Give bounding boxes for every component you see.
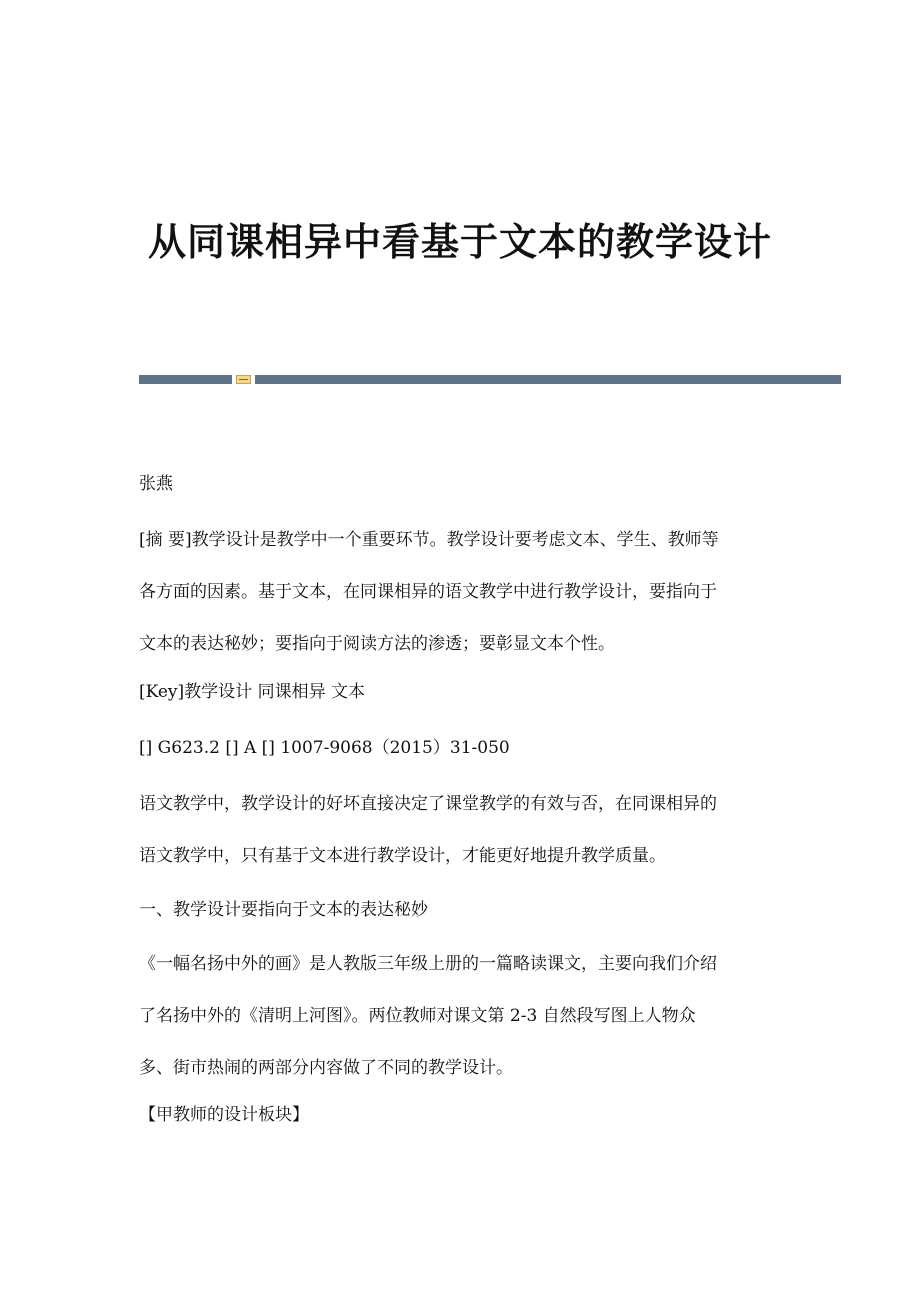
section-line: 《一幅名扬中外的画》是人教版三年级上册的一篇略读课文，主要向我们介绍	[139, 954, 717, 974]
abstract-line: 各方面的因素。基于文本，在同课相异的语文教学中进行教学设计，要指向于	[139, 582, 717, 602]
intro-line: 语文教学中，只有基于文本进行教学设计，才能更好地提升教学质量。	[139, 846, 666, 866]
divider-emblem-icon	[236, 375, 251, 384]
title-divider	[139, 375, 841, 384]
divider-right-bar	[255, 375, 841, 384]
intro-line: 语文教学中，教学设计的好坏直接决定了课堂教学的有效与否，在同课相异的	[139, 794, 717, 814]
author-name: 张燕	[139, 474, 173, 494]
section-line: 了名扬中外的《清明上河图》。两位教师对课文第 2-3 自然段写图上人物众	[139, 1006, 696, 1026]
page-title: 从同课相异中看基于文本的教学设计	[147, 219, 772, 264]
classification-codes: [] G623.2 [] A [] 1007-9068（2015）31-050	[139, 738, 510, 758]
abstract-line: [摘 要]教学设计是教学中一个重要环节。教学设计要考虑文本、学生、教师等	[139, 530, 719, 550]
intro-paragraph	[139, 794, 717, 866]
divider-left-bar	[139, 375, 232, 384]
section-line: 多、街市热闹的两部分内容做了不同的教学设计。	[139, 1058, 513, 1078]
subsection-heading: 【甲教师的设计板块】	[139, 1105, 309, 1125]
abstract-line: 文本的表达秘妙；要指向于阅读方法的渗透；要彰显文本个性。	[139, 634, 615, 654]
keywords: [Key]教学设计 同课相异 文本	[139, 682, 365, 702]
section-heading: 一、教学设计要指向于文本的表达秘妙	[139, 900, 428, 920]
abstract	[139, 530, 719, 654]
section-paragraph	[139, 954, 717, 1078]
